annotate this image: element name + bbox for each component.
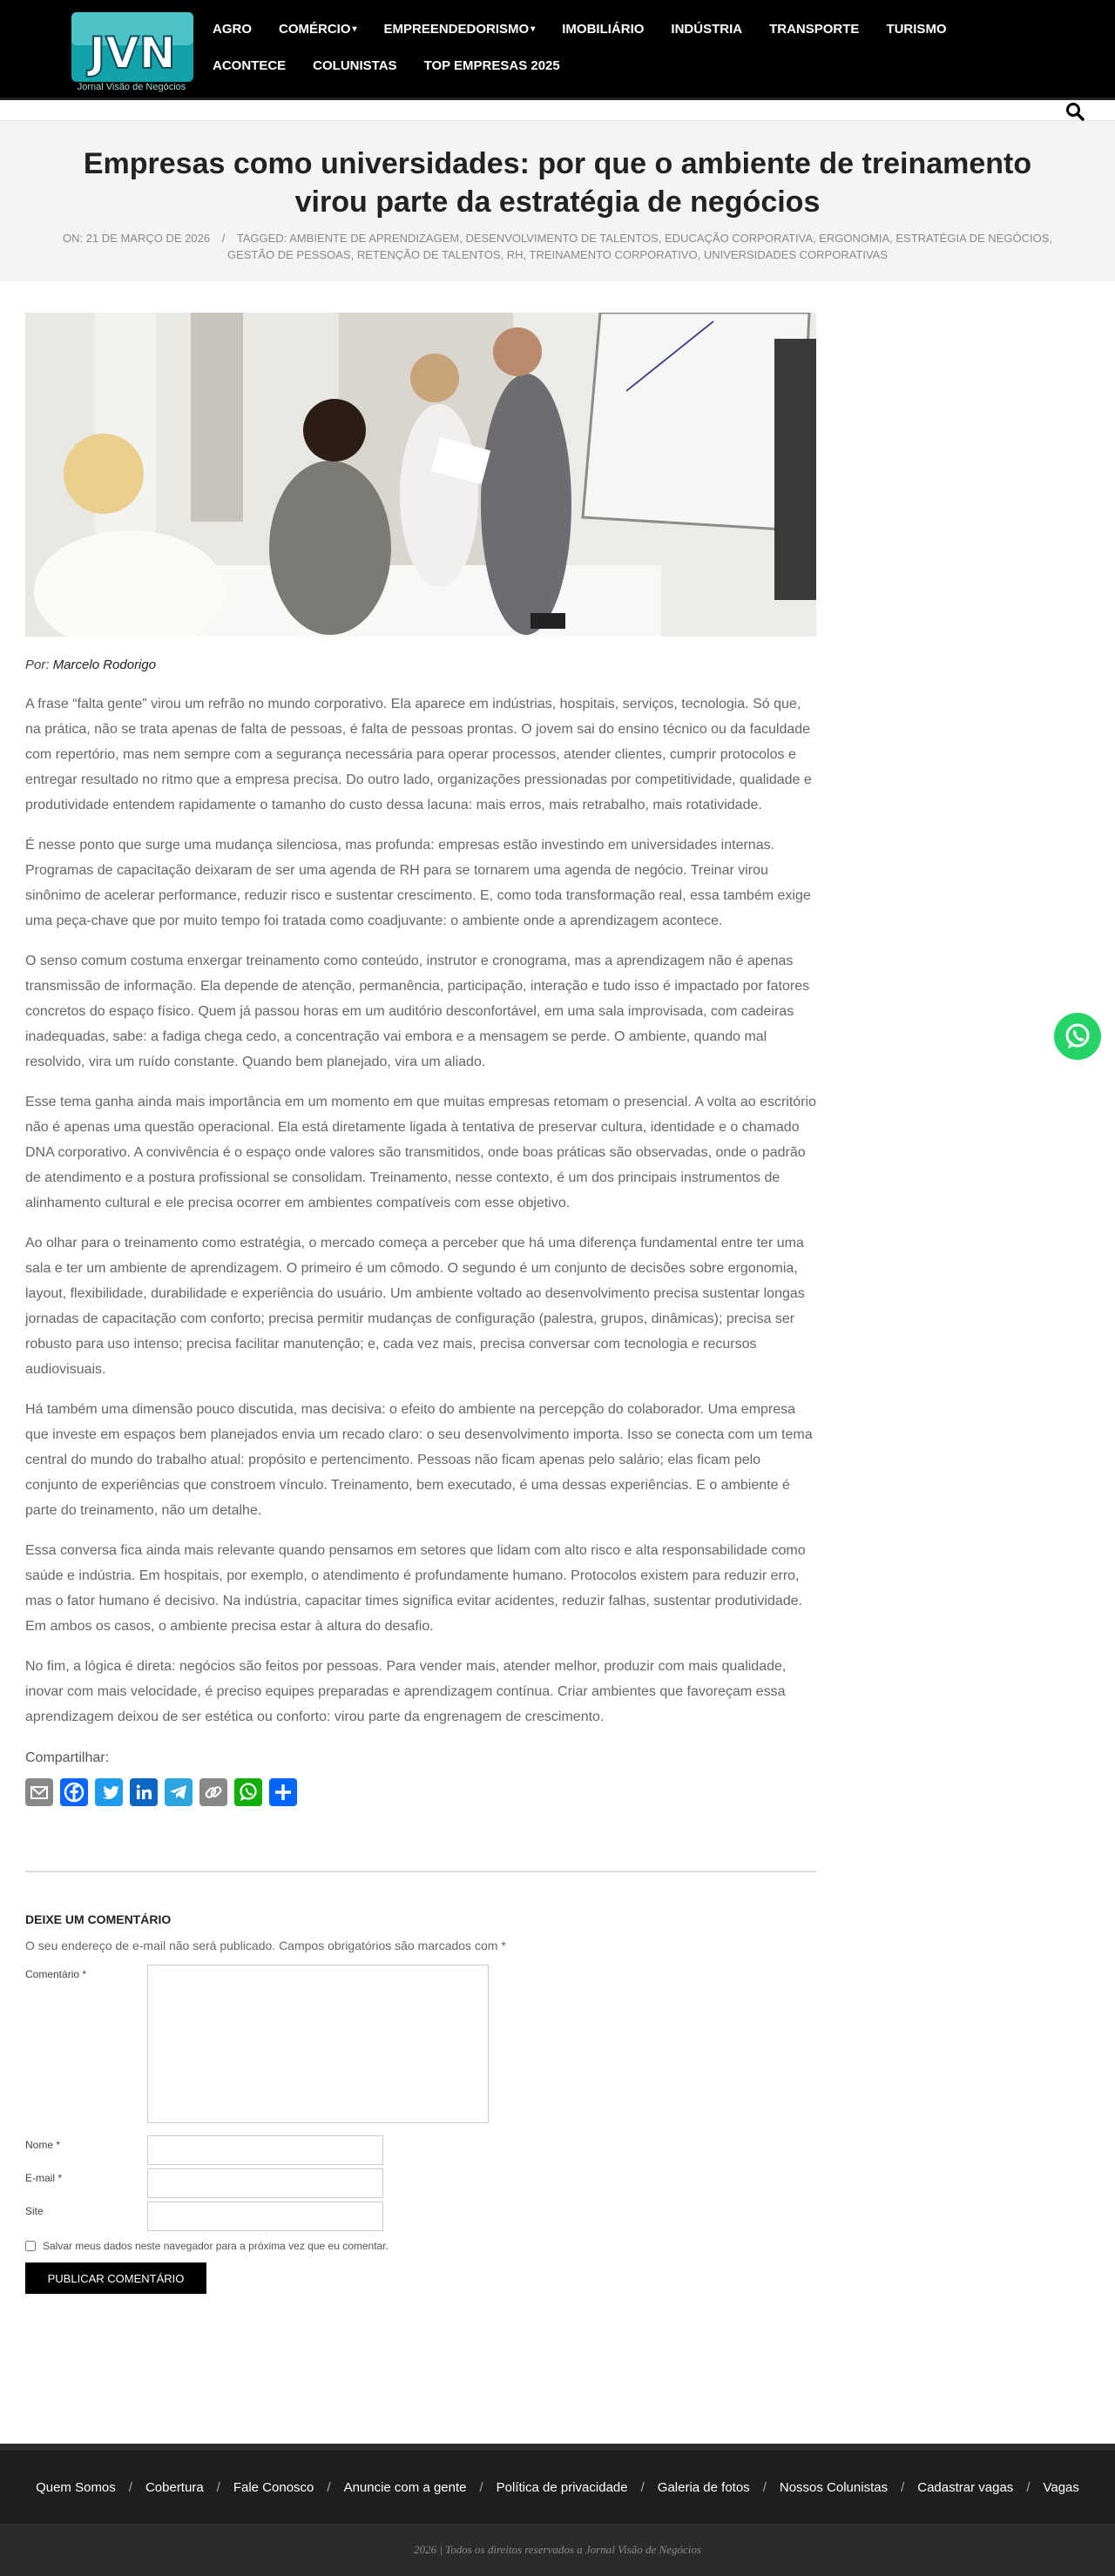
logo-letters: JVN bbox=[89, 28, 176, 78]
submit-comment-button[interactable]: PUBLICAR COMENTÁRIO bbox=[25, 2262, 206, 2294]
share-twitter-button[interactable] bbox=[95, 1778, 123, 1806]
footer-link[interactable]: Nossos Colunistas bbox=[779, 2479, 889, 2495]
search-bar bbox=[0, 100, 1115, 121]
tag-link[interactable]: RETENÇÃO DE TALENTOS bbox=[356, 248, 501, 261]
name-input[interactable] bbox=[147, 2135, 383, 2165]
email-icon bbox=[25, 1778, 53, 1806]
twitter-icon bbox=[95, 1778, 123, 1806]
share-icon bbox=[269, 1778, 297, 1806]
copyright: 2026 | Todos os direitos reservados a Jornal Visão de Negócios bbox=[0, 2524, 1115, 2576]
share-whatsapp-button[interactable] bbox=[234, 1778, 262, 1806]
nav-item-label: EMPREENDEDORISMO bbox=[383, 22, 530, 37]
nav-item-label: COLUNISTAS bbox=[313, 58, 397, 73]
name-label: Nome * bbox=[25, 2139, 61, 2151]
meta-separator: / bbox=[221, 232, 226, 245]
footer-link[interactable]: Anuncie com a gente bbox=[343, 2479, 467, 2495]
footer-separator: / bbox=[479, 2479, 483, 2495]
nav-item-label: COMÉRCIO bbox=[279, 22, 351, 37]
whatsapp-icon bbox=[234, 1778, 262, 1806]
logo-caption: Jornal Visão de Negócios bbox=[77, 82, 186, 92]
tag-link[interactable]: ESTRATÉGIA DE NEGÓCIOS bbox=[895, 232, 1050, 245]
footer-nav bbox=[0, 2444, 1115, 2524]
tag-link[interactable]: TREINAMENTO CORPORATIVO bbox=[529, 248, 698, 261]
share-linkedin-button[interactable] bbox=[130, 1778, 158, 1806]
share-buttons bbox=[25, 1778, 816, 1806]
site-row bbox=[25, 2202, 816, 2231]
byline-prefix: Por: bbox=[25, 657, 50, 672]
nav-item-label: TRANSPORTE bbox=[769, 22, 860, 37]
footer-separator: / bbox=[640, 2479, 645, 2495]
share-label: Compartilhar: bbox=[25, 1750, 110, 1765]
share-copy-link-button[interactable] bbox=[199, 1778, 227, 1806]
site-input[interactable] bbox=[147, 2202, 383, 2231]
whatsapp-icon bbox=[1063, 1022, 1092, 1051]
save-data-label: Salvar meus dados neste navegador para a próxima vez que eu comentar. bbox=[43, 2240, 389, 2252]
tag-link[interactable]: UNIVERSIDADES CORPORATIVAS bbox=[703, 248, 889, 261]
tags-prefix: TAGGED: bbox=[236, 232, 287, 245]
post-title: Empresas como universidades: por que o ambiente de treinamento virou parte da estratégia de negócios bbox=[83, 147, 1032, 219]
author-name[interactable]: Marcelo Rodorigo bbox=[52, 657, 157, 672]
site-label: Site bbox=[25, 2205, 44, 2217]
post-body bbox=[25, 691, 816, 1730]
chevron-down-icon: ▾ bbox=[530, 24, 536, 34]
site-footer bbox=[0, 2444, 1115, 2576]
footer-separator: / bbox=[216, 2479, 220, 2495]
byline bbox=[25, 657, 816, 672]
nav-item-agro[interactable] bbox=[213, 19, 252, 56]
nav-item-label: ACONTECE bbox=[213, 58, 287, 73]
tag-link[interactable]: EDUCAÇÃO CORPORATIVA bbox=[665, 232, 813, 245]
nav-item-label: TURISMO bbox=[886, 22, 947, 37]
share-telegram-button[interactable] bbox=[165, 1778, 193, 1806]
article bbox=[25, 313, 816, 2294]
nav-item-top-empresas-2025[interactable] bbox=[424, 56, 560, 92]
post-meta bbox=[44, 230, 1071, 263]
nav-item-colunistas[interactable] bbox=[313, 56, 396, 92]
tag-link[interactable]: RH bbox=[506, 248, 524, 261]
tag-link[interactable]: GESTÃO DE PESSOAS bbox=[226, 248, 351, 261]
tag-link[interactable]: AMBIENTE DE APRENDIZAGEM bbox=[289, 232, 460, 245]
post-paragraph: Ao olhar para o treinamento como estratégia, o mercado começa a perceber que há uma diferença fundamental entre ter uma sala e ter um ambiente de aprendizagem. O primeiro é um cômodo. O segundo é um conjunto de decisões sobre ergonomia, layout, flexibilidade, durabilidade e experiência do usuário. Um ambiente voltado ao desenvolvimento precisa sustentar longas jornadas de capacitação com conforto; precisa permitir mudanças de configuração (palestra, grupos, dinâmicas); precisa ser robusto para uso intenso; precisa facilitar manutenção; e, cada vez mais, precisa conversar com tecnologia e recursos audiovisuais. bbox=[25, 1236, 805, 1377]
nav-item-label: AGRO bbox=[213, 22, 252, 37]
post-date: 21 DE MARÇO DE 2026 bbox=[85, 232, 211, 245]
nav-item-turismo[interactable] bbox=[886, 19, 946, 56]
save-data-row bbox=[25, 2240, 816, 2252]
tag-list: AMBIENTE DE APRENDIZAGEM, DESENVOLVIMENTO DE TALENTOS, EDUCAÇÃO CORPORATIVA, ERGONOMIA, ESTRATÉGIA DE NEGÓCIOS, GESTÃO DE PESSOAS, RETENÇÃO DE TALENTOS, RH, TREINAMENTO CORPORATIVO, UNIVERSIDADES CORPORATIVAS bbox=[226, 232, 1052, 261]
date-prefix: ON: bbox=[62, 232, 84, 245]
site-logo[interactable] bbox=[66, 0, 197, 98]
tag-link[interactable]: DESENVOLVIMENTO DE TALENTOS bbox=[465, 232, 659, 245]
save-data-checkbox[interactable] bbox=[25, 2241, 36, 2251]
search-button[interactable] bbox=[1064, 101, 1085, 122]
linkedin-icon bbox=[130, 1778, 158, 1806]
comment-form bbox=[25, 1912, 816, 2294]
footer-separator: / bbox=[901, 2479, 905, 2495]
post-paragraph: É nesse ponto que surge uma mudança silenciosa, mas profunda: empresas estão investindo em universidades internas. Programas de capacitação deixaram de ser uma agenda de RH para se tornarem uma agenda de negócio. Treinar virou sinônimo de acelerar performance, reduzir risco e sustentar crescimento. E, como toda transformação real, essa também exige uma peça-chave que por muito tempo foi tratada como coadjuvante: o ambiente onde a aprendizagem acontece. bbox=[25, 838, 811, 928]
footer-separator: / bbox=[327, 2479, 331, 2495]
featured-image bbox=[25, 313, 816, 637]
nav-item-transporte[interactable] bbox=[769, 19, 859, 56]
footer-link[interactable]: Cobertura bbox=[145, 2479, 204, 2495]
share-email-button[interactable] bbox=[25, 1778, 53, 1806]
footer-link[interactable]: Fale Conosco bbox=[233, 2479, 314, 2495]
nav-item-ind-stria[interactable] bbox=[671, 19, 742, 56]
facebook-icon bbox=[60, 1778, 88, 1806]
main-content bbox=[0, 281, 1115, 2444]
post-paragraph: Esse tema ganha ainda mais importância em um momento em que muitas empresas retomam o presencial. A volta ao escritório não é apenas uma questão operacional. Ela está diretamente ligada à tentativa de preservar cultura, identidade e o chamado DNA corporativo. A convivência é o espaço onde valores são transmitidos, onde boas práticas são observadas, onde o padrão de atendimento e a postura profissional se consolidam. Treinamento, nesse contexto, é um dos principais instrumentos de alinhamento cultural e ele precisa ocorrer em ambientes compatíveis com esse objetivo. bbox=[25, 1095, 816, 1210]
footer-separator: / bbox=[762, 2479, 767, 2495]
share-facebook-button[interactable] bbox=[60, 1778, 88, 1806]
telegram-icon bbox=[165, 1778, 193, 1806]
chevron-down-icon: ▾ bbox=[352, 24, 357, 34]
comment-note: O seu endereço de e-mail não será publicado. Campos obrigatórios são marcados com * bbox=[25, 1939, 506, 1952]
post-paragraph: O senso comum costuma enxergar treinamento como conteúdo, instrutor e cronograma, mas a aprendizagem não é apenas transmissão de informação. Ela depende de atenção, permanência, participação, interação e tudo isso é impactado por fatores concretos do espaço físico. Quem já passou horas em um auditório desconfortável, em uma sala improvisada, com cadeiras inadequadas, sabe: a fadiga chega cedo, a concentração vai embora e a mensagem se perde. O ambiente, quando mal resolvido, vira um ruído constante. Quando bem planejado, vira um aliado. bbox=[25, 954, 810, 1069]
nav-item-empreendedorismo[interactable] bbox=[384, 19, 536, 56]
nav-item-imobili-rio[interactable] bbox=[562, 19, 644, 56]
main-nav bbox=[213, 19, 1049, 92]
email-label: E-mail * bbox=[25, 2172, 63, 2184]
footer-separator: / bbox=[128, 2479, 132, 2495]
content-divider bbox=[25, 1871, 816, 1872]
copy-link-icon bbox=[199, 1778, 227, 1806]
nav-item-acontece[interactable] bbox=[213, 56, 286, 92]
footer-link[interactable]: Política de privacidade bbox=[496, 2479, 628, 2495]
footer-link[interactable]: Vagas bbox=[1043, 2479, 1079, 2495]
tag-link[interactable]: ERGONOMIA bbox=[819, 232, 890, 245]
name-row bbox=[25, 2135, 816, 2165]
comment-heading: DEIXE UM COMENTÁRIO bbox=[25, 1912, 172, 1926]
nav-item-label: IMOBILIÁRIO bbox=[562, 22, 645, 37]
post-paragraph: No fim, a lógica é direta: negócios são feitos por pessoas. Para vender mais, atender melhor, produzir com mais qualidade, inovar com mais velocidade, é preciso equipes preparadas e aprendizagem contínua. Criar ambientes que favoreçam essa aprendizagem deixou de ser estética ou conforto: virou parte da engrenagem de crescimento. bbox=[25, 1659, 787, 1724]
post-paragraph: Há também uma dimensão pouco discutida, mas decisiva: o efeito do ambiente na percepção do colaborador. Uma empresa que investe em espaços bem planejados envia um recado claro: o seu desenvolvimento importa. Isso se conecta com um tema central do mundo do trabalho atual: propósito e pertencimento. Pessoas não ficam apenas pelo salário; elas ficam pelo conjunto de experiências que constroem vínculo. Treinamento, bem executado, é uma dessas experiências. E o ambiente é parte do treinamento, não um detalhe. bbox=[25, 1402, 813, 1518]
email-input[interactable] bbox=[147, 2168, 383, 2198]
nav-item-label: TOP EMPRESAS 2025 bbox=[423, 58, 560, 73]
footer-link[interactable]: Quem Somos bbox=[36, 2479, 116, 2495]
site-header bbox=[0, 0, 1115, 98]
footer-separator: / bbox=[1026, 2479, 1031, 2495]
comment-row bbox=[25, 1965, 816, 2123]
nav-item-label: INDÚSTRIA bbox=[671, 22, 743, 37]
nav-item-com-rcio[interactable] bbox=[279, 19, 357, 56]
email-row bbox=[25, 2168, 816, 2198]
share-share-button[interactable] bbox=[269, 1778, 297, 1806]
post-paragraph: Essa conversa fica ainda mais relevante quando pensamos em setores que lidam com alto risco e alta responsabilidade como saúde e indústria. Em hospitais, por exemplo, o atendimento é profundamente humano. Protocolos existem para reduzir erro, mas o fator humano é decisivo. Na indústria, capacitar times significa evitar acidentes, reduzir falhas, sustentar produtividade. Em ambos os casos, o ambiente precisa estar à altura do desafio. bbox=[25, 1543, 806, 1634]
comment-label: Comentário * bbox=[25, 1968, 87, 1980]
whatsapp-float-button[interactable] bbox=[1054, 1013, 1101, 1060]
footer-link[interactable]: Cadastrar vagas bbox=[917, 2479, 1014, 2495]
footer-link[interactable]: Galeria de fotos bbox=[657, 2479, 750, 2495]
search-icon bbox=[1064, 101, 1085, 122]
post-header bbox=[0, 121, 1115, 281]
comment-textarea[interactable] bbox=[147, 1965, 489, 2123]
post-paragraph: A frase “falta gente” virou um refrão no mundo corporativo. Ela aparece em indústrias, hospitais, serviços, tecnologia. Só que, na prática, não se trata apenas de falta de pessoas, é falta de pessoas prontas. O jovem sai do ensino técnico ou da faculdade com repertório, mas nem sempre com a segurança necessária para operar processos, atender clientes, cumprir protocolos e entregar resultado no ritmo que a empresa precisa. Do outro lado, organizações pressionadas por competitividade, qualidade e produtividade entendem rapidamente o tamanho do custo dessa lacuna: mais erros, mais retrabalho, mais rotatividade. bbox=[25, 697, 812, 813]
